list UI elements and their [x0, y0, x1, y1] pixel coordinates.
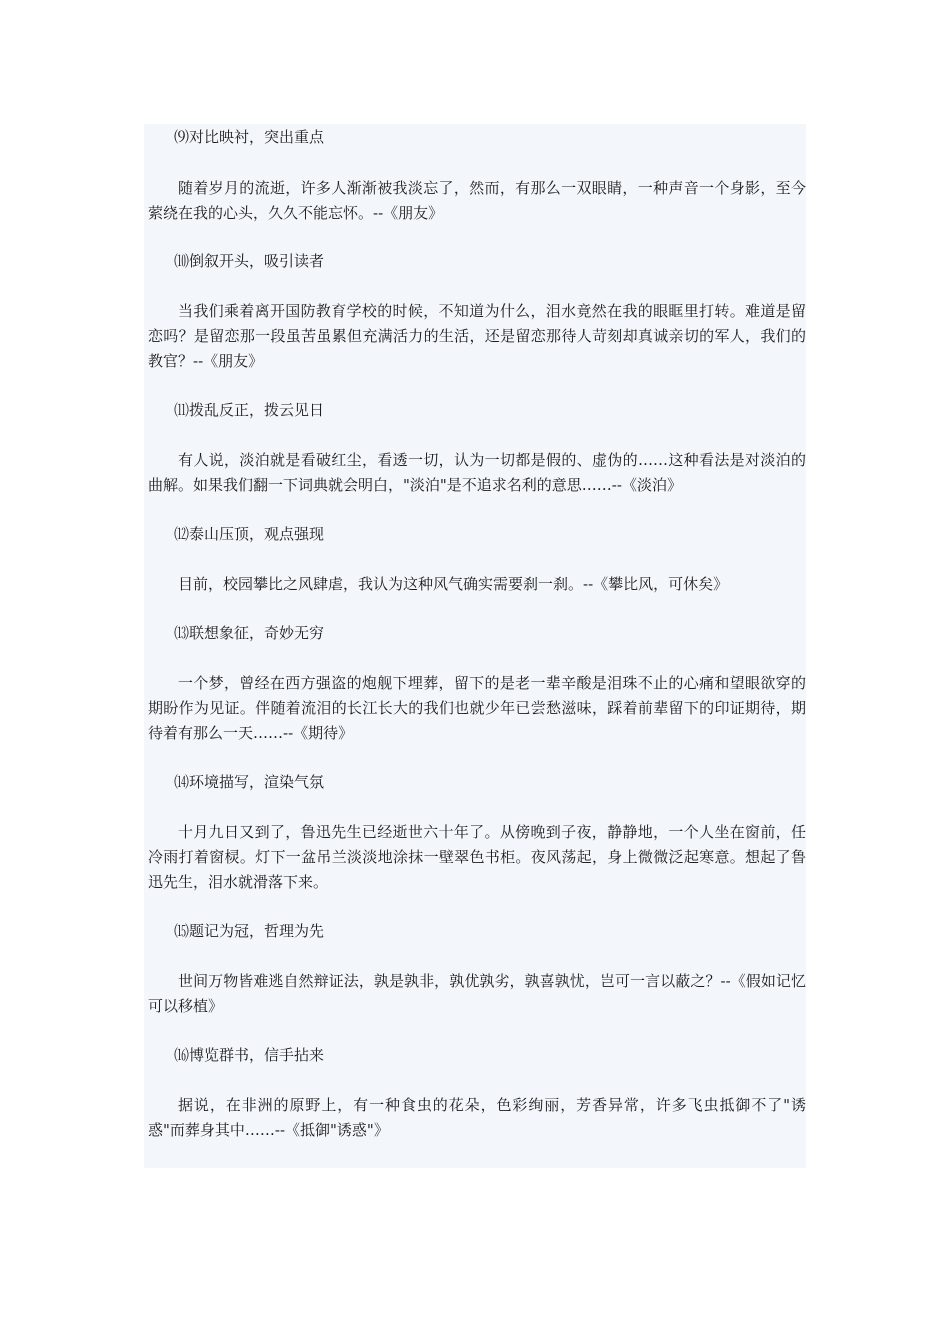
section-14	[148, 770, 806, 895]
section-16	[148, 1043, 806, 1143]
section-heading: ⑽倒叙开头，吸引读者	[174, 252, 325, 270]
section-heading: ⒀联想象征，奇妙无穷	[174, 624, 325, 642]
section-13	[148, 621, 806, 746]
section-paragraph: 十月九日又到了，鲁迅先生已经逝世六十年了。从傍晚到子夜，静静地，一个人坐在窗前，任冷雨打着窗棂。灯下一盆吊兰淡淡地涂抹一壁翠色书柜。夜风荡起，身上微微泛起寒意。想起了鲁迅先生，泪水就滑落下来。	[148, 823, 806, 891]
section-paragraph: 目前，校园攀比之风肆虐，我认为这种风气确实需要刹一刹。--《攀比风，可休矣》	[178, 575, 729, 593]
section-paragraph: 随着岁月的流逝，许多人渐渐被我淡忘了，然而，有那么一双眼睛，一种声音一个身影，至今萦绕在我的心头，久久不能忘怀。--《朋友》	[148, 179, 806, 222]
section-15	[148, 919, 806, 1019]
section-heading: ⒁环境描写，渲染气氛	[174, 773, 325, 791]
section-heading: ⑿泰山压顶，观点强现	[174, 525, 325, 543]
section-heading: ⑼对比映衬，突出重点	[174, 128, 325, 146]
section-paragraph: 当我们乘着离开国防教育学校的时候，不知道为什么，泪水竟然在我的眼眶里打转。难道是留恋吗？是留恋那一段虽苦虽累但充满活力的生活，还是留恋那待人苛刻却真诚亲切的军人，我们的教官？--《朋友》	[148, 302, 806, 370]
section-paragraph: 一个梦，曾经在西方强盗的炮舰下埋葬，留下的是老一辈辛酸是泪珠不止的心痛和望眼欲穿的期盼作为见证。伴随着流泪的长江长大的我们也就少年已尝愁滋味，踩着前辈留下的印证期待，期待着有那么一天……--《期待》	[148, 674, 806, 742]
section-12	[148, 522, 806, 597]
document-content	[144, 124, 806, 1168]
section-11	[148, 398, 806, 498]
section-9	[148, 124, 806, 226]
section-heading: ⒃博览群书，信手拈来	[174, 1046, 325, 1064]
section-10	[148, 249, 806, 374]
section-paragraph: 有人说，淡泊就是看破红尘，看透一切，认为一切都是假的、虚伪的……这种看法是对淡泊的曲解。如果我们翻一下词典就会明白，"淡泊"是不追求名利的意思……--《淡泊》	[148, 451, 806, 494]
section-paragraph: 据说，在非洲的原野上，有一种食虫的花朵，色彩绚丽，芳香异常，许多飞虫抵御不了"诱惑"而葬身其中……--《抵御"诱惑"》	[148, 1096, 806, 1139]
section-paragraph: 世间万物皆难逃自然辩证法，孰是孰非，孰优孰劣，孰喜孰忧，岂可一言以蔽之？--《假如记忆可以移植》	[148, 972, 806, 1015]
section-heading: ⒂题记为冠，哲理为先	[174, 922, 325, 940]
section-heading: ⑾拨乱反正，拨云见日	[174, 401, 325, 419]
